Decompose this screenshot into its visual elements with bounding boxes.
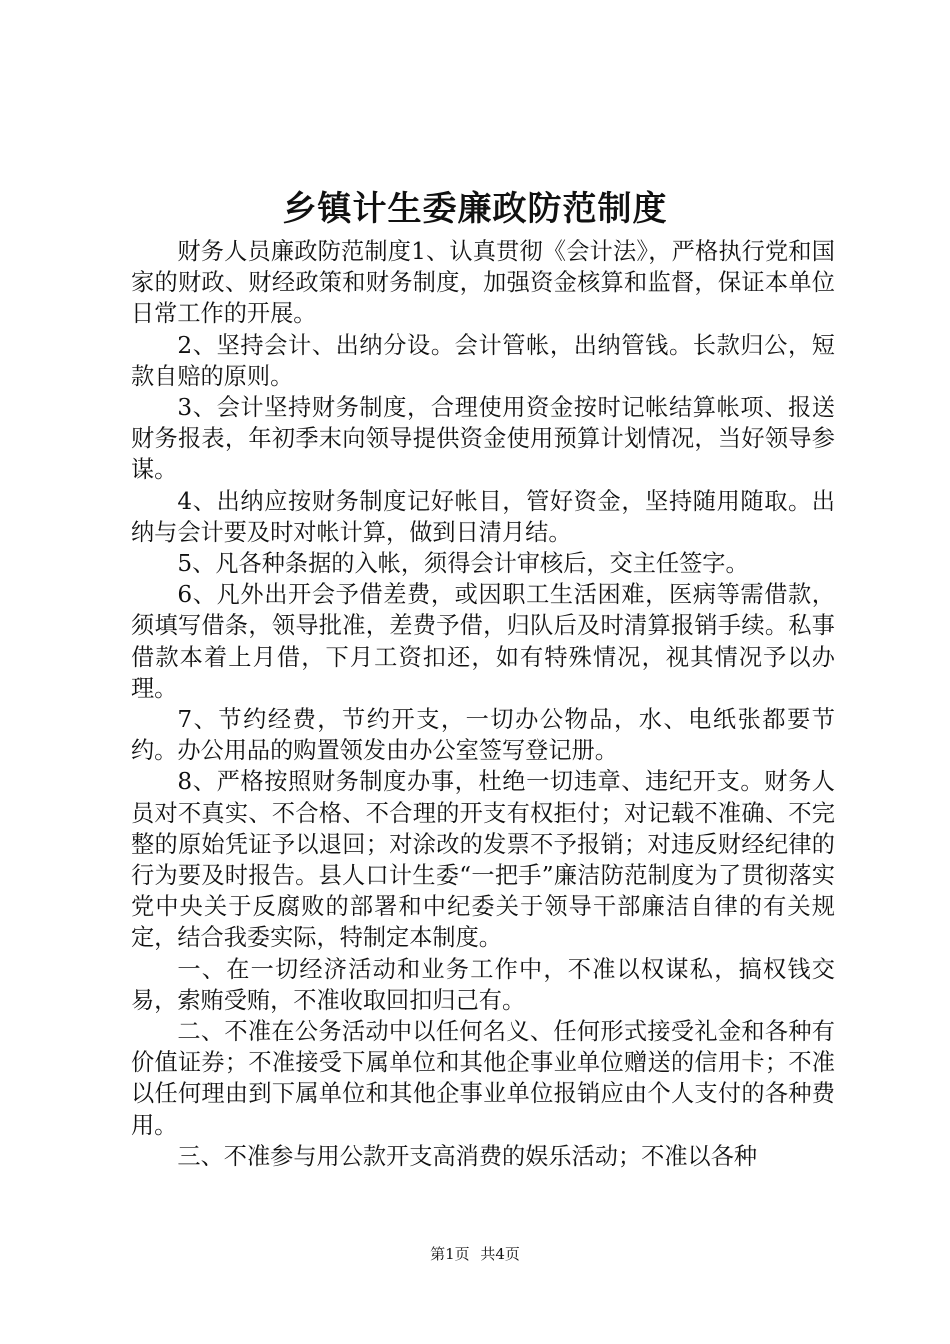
paragraph: 财务人员廉政防范制度1、认真贯彻《会计法》，严格执行党和国家的财政、财经政策和财务制度，加强资金核算和监督，保证本单位日常工作的开展。 (131, 238, 835, 328)
paragraph: 5、凡各种条据的入帐，须得会计审核后，交主任签字。 (177, 550, 749, 578)
paragraph: 4、出纳应按财务制度记好帐目，管好资金，坚持随用随取。出纳与会计要及时对帐计算，做到日清月结。 (131, 487, 835, 546)
paragraph: 7、节约经费，节约开支，一切办公物品，水、电纸张都要节约。办公用品的购置领发由办公室签写登记册。 (131, 706, 835, 765)
paragraph: 3、会计坚持财务制度，合理使用资金按时记帐结算帐项、报送财务报表，年初季末向领导提供资金使用预算计划情况，当好领导参谋。 (131, 394, 835, 484)
page-total: 共4页 (480, 1245, 520, 1263)
document-title: 乡镇计生委廉政防范制度 (282, 189, 668, 229)
paragraph: 一、在一切经济活动和业务工作中，不准以权谋私，搞权钱交易，索贿受贿，不准收取回扣归己有。 (131, 955, 835, 1014)
paragraph: 三、不准参与用公款开支高消费的娱乐活动；不准以各种 (177, 1142, 758, 1170)
paragraph: 二、不准在公务活动中以任何名义、任何形式接受礼金和各种有价值证券；不准接受下属单位和其他企事业单位赠送的信用卡；不准以任何理由到下属单位和其他企事业单位报销应由个人支付的各种费用。 (131, 1018, 835, 1139)
paragraph: 6、凡外出开会予借差费，或因职工生活困难，医病等需借款，须填写借条，领导批准，差费予借，归队后及时清算报销手续。私事借款本着上月借，下月工资扣还，如有特殊情况，视其情况予以办理。 (131, 581, 835, 702)
paragraph: 8、严格按照财务制度办事，杜绝一切违章、违纪开支。财务人员对不真实、不合格、不合理的开支有权拒付；对记载不准确、不完整的原始凭证予以退回；对涂改的发票不予报销；对违反财经纪律的行为要及时报告。县人口计生委“一把手”廉洁防范制度为了贯彻落实党中央关于反腐败的部署和中纪委关于领导干部廉洁自律的有关规定，结合我委实际，特制定本制度。 (131, 768, 835, 952)
paragraph: 2、坚持会计、出纳分设。会计管帐，出纳管钱。长款归公，短款自赔的原则。 (131, 331, 835, 390)
document-body (131, 236, 835, 1172)
page-footer (0, 1244, 950, 1264)
page-number: 第1页 (430, 1245, 470, 1263)
